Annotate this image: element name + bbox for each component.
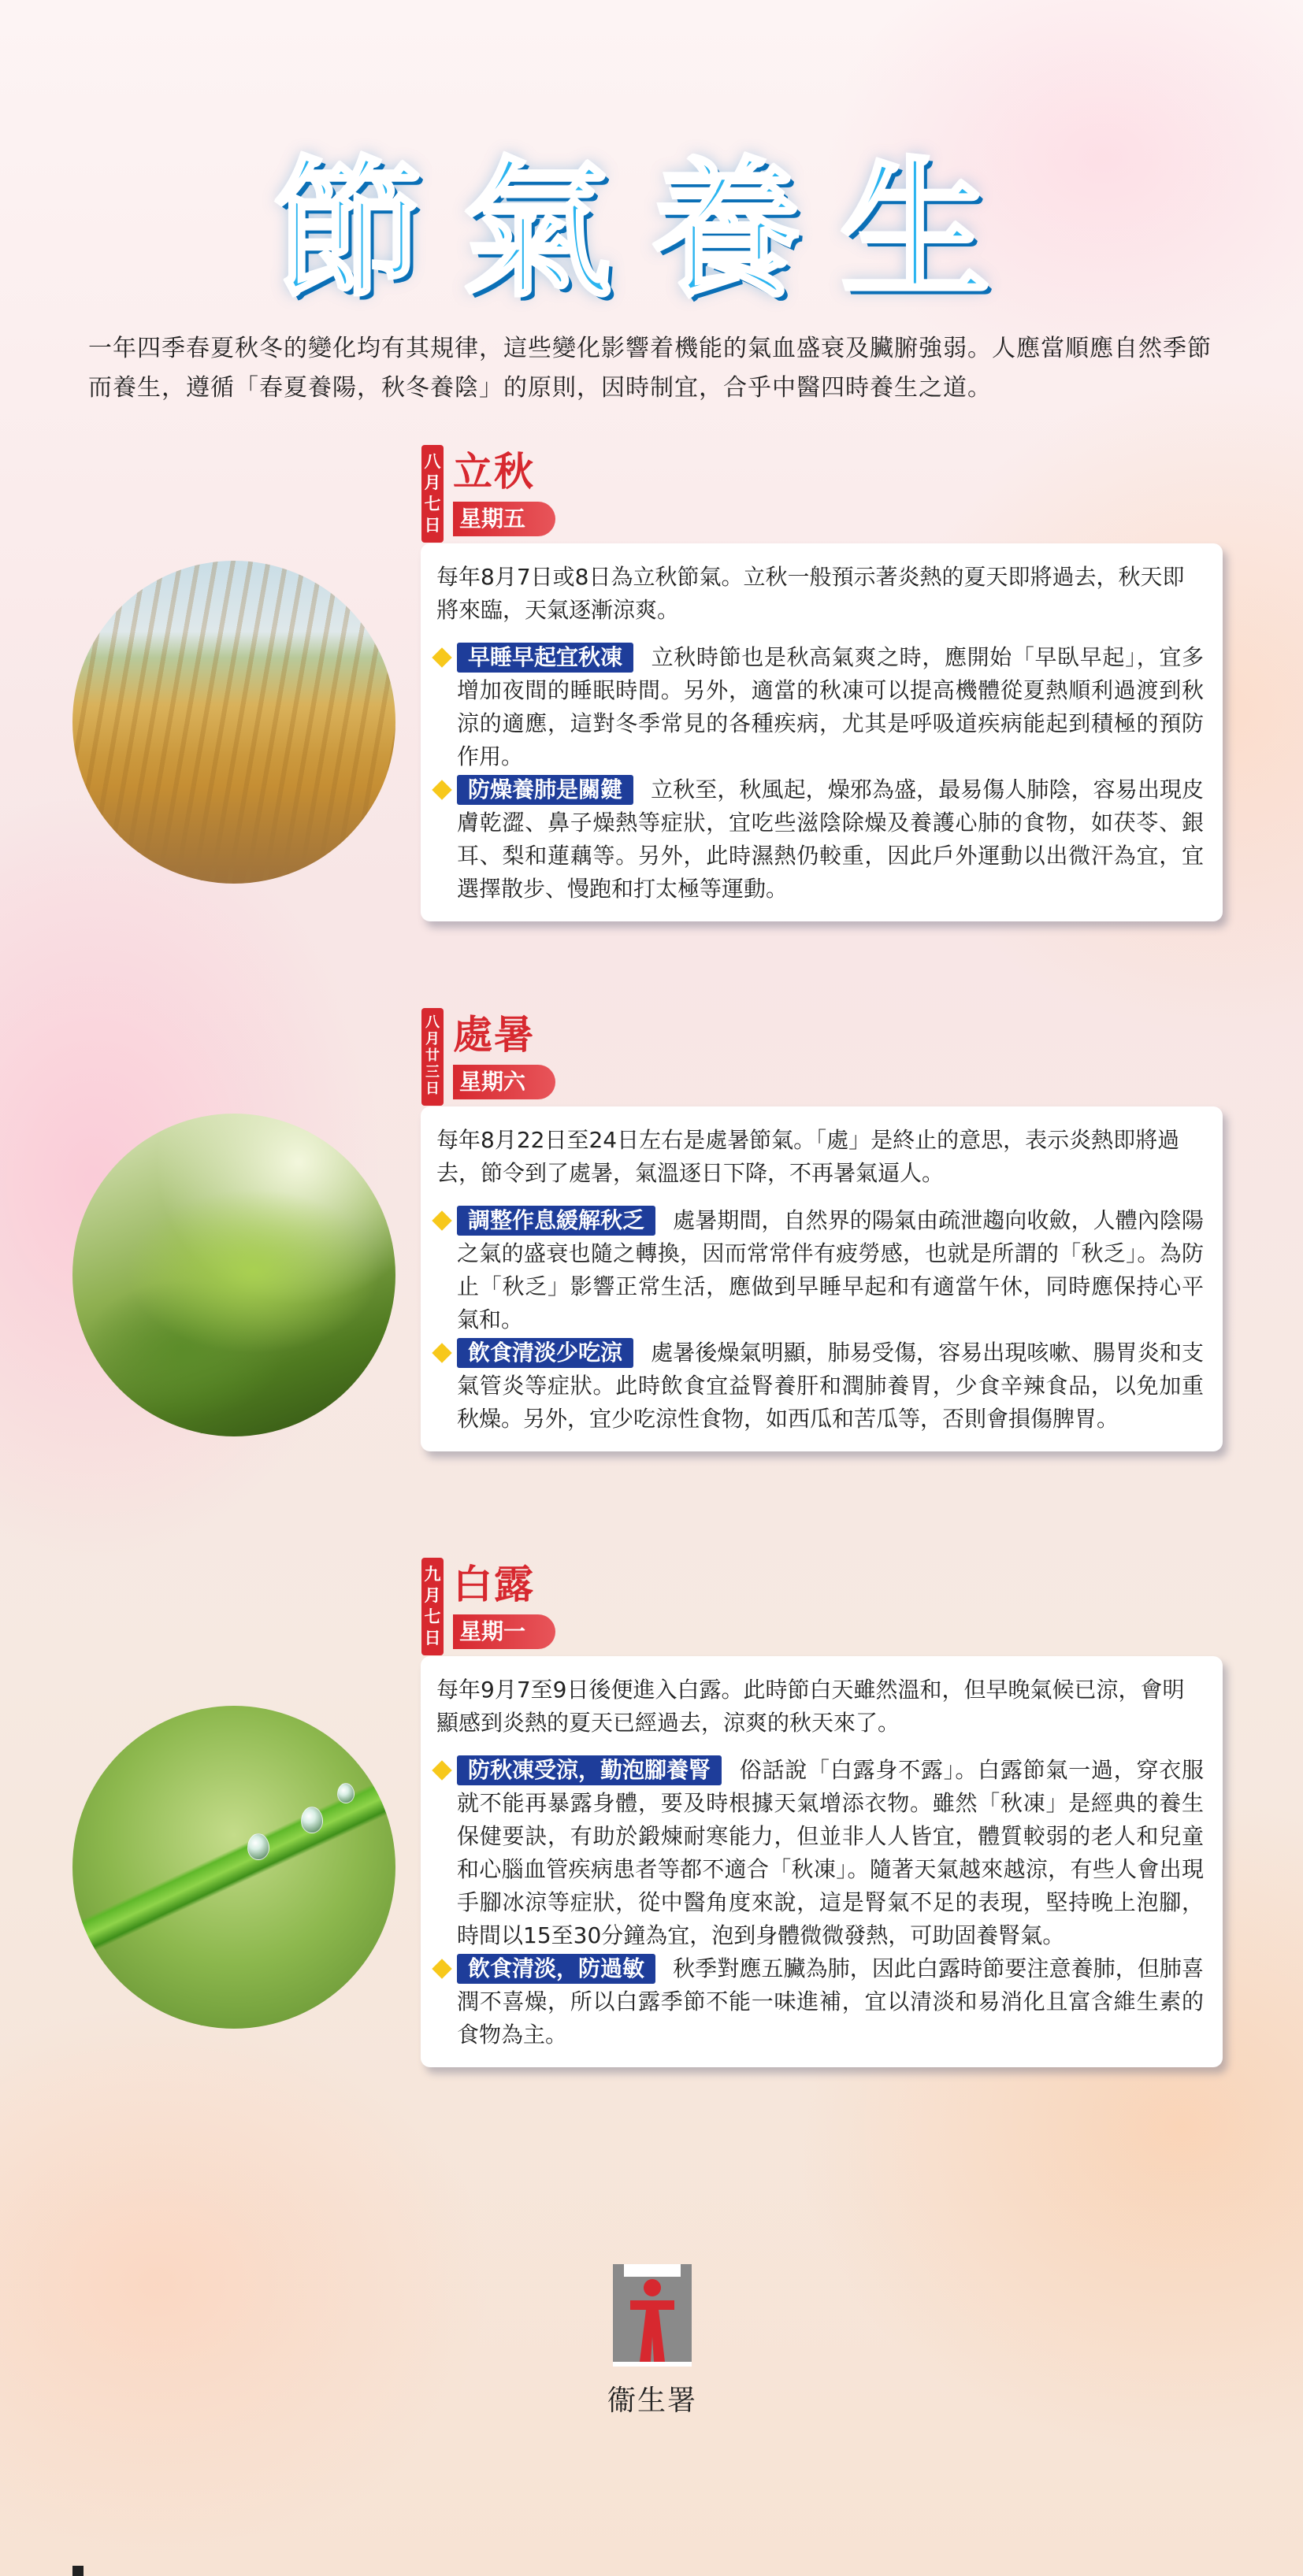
leaf-photo	[72, 1114, 395, 1436]
term-name: 白露	[453, 1562, 535, 1607]
weekday-label: 星期一	[453, 1614, 555, 1649]
tip-heading: 飲食清淡少吃涼	[457, 1338, 633, 1368]
date-tag-1	[421, 445, 548, 547]
tip-item	[436, 773, 1204, 906]
dewdrop	[301, 1807, 323, 1833]
wheat-photo	[72, 561, 395, 884]
tip-heading: 防燥養肺是關鍵	[457, 775, 633, 805]
tip-item	[436, 641, 1204, 773]
term-card-2	[421, 1106, 1223, 1451]
dewdrop-photo	[72, 1706, 395, 2029]
card-lead: 每年8月7日或8日為立秋節氣。立秋一般預示著炎熱的夏天即將過去，秋天即將來臨，天氣逐漸涼爽。	[436, 564, 1185, 623]
date-strip: 八月七日	[421, 445, 444, 543]
tip-heading: 防秋凍受涼，勤泡腳養腎	[457, 1755, 722, 1785]
tip-item	[436, 1754, 1204, 1952]
tip-item	[436, 1336, 1204, 1436]
intro-text: 一年四季春夏秋冬的變化均有其規律，這些變化影響着機能的氣血盛衰及臟腑強弱。人應當順應自然季節而養生，遵循「春夏養陽，秋冬養陰」的原則，因時制宜，合乎中醫四時養生之道。	[88, 335, 1212, 402]
tip-body: 處暑期間，自然界的陽氣由疏泄趨向收斂，人體內陰陽之氣的盛衰也隨之轉換，因而常常伴有疲勞感，也就是所謂的「秋乏」。為防止「秋乏」影響正常生活，應做到早睡早起和有適當午休，同時應保持心平氣和。	[457, 1207, 1204, 1332]
term-name: 立秋	[453, 449, 535, 495]
dewdrop	[337, 1783, 355, 1803]
weekday-label: 星期五	[453, 502, 555, 536]
tip-body: 立秋時節也是秋高氣爽之時，應開始「早臥早起」，宜多增加夜間的睡眠時間。另外，適當的秋凍可以提高機體從夏熱順利過渡到秋涼的適應，這對冬季常見的各種疾病，尤其是呼吸道疾病能起到積極的預防作用。	[457, 644, 1204, 769]
card-lead: 每年9月7至9日後便進入白露。此時節白天雖然溫和，但早晚氣候已涼，會明顯感到炎熱的夏天已經過去，涼爽的秋天來了。	[436, 1677, 1185, 1736]
tip-body: 秋季對應五臟為肺，因此白露時節要注意養肺，但肺喜潤不喜燥，所以白露季節不能一味進補，宜以清淡和易消化且富含維生素的食物為主。	[457, 1955, 1204, 2048]
tip-heading: 早睡早起宜秋凍	[457, 643, 633, 673]
tip-item	[436, 1204, 1204, 1336]
term-card-1	[421, 543, 1223, 921]
page-corner-mark	[72, 2566, 84, 2576]
organization-name: 衞生署	[607, 2385, 697, 2417]
tip-body: 立秋至，秋風起，燥邪為盛，最易傷人肺陰，容易出現皮膚乾澀、鼻子燥熱等症狀，宜吃些滋陰除燥及養護心肺的食物，如茯苓、銀耳、梨和蓮藕等。另外，此時濕熱仍較重，因此戶外運動以出微汗為宜，宜選擇散步、慢跑和打太極等運動。	[457, 777, 1204, 902]
tip-item	[436, 1952, 1204, 2052]
term-card-3	[421, 1656, 1223, 2067]
weekday-label: 星期六	[453, 1065, 555, 1099]
date-strip: 九月七日	[421, 1558, 444, 1655]
date-tag-2	[421, 1008, 548, 1110]
page-title: 節氣養生	[273, 143, 1030, 317]
department-of-health-logo-icon	[613, 2264, 692, 2367]
tip-heading: 調整作息緩解秋乏	[457, 1206, 655, 1236]
tip-heading: 飲食清淡，防過敏	[457, 1954, 655, 1984]
tip-body: 俗話說「白露身不露」。白露節氣一過，穿衣服就不能再暴露身體，要及時根據天氣增添衣物。雖然「秋凍」是經典的養生保健要訣，有助於鍛煉耐寒能力，但並非人人皆宜，體質較弱的老人和兒童和心腦血管疾病患者等都不適合「秋凍」。隨著天氣越來越涼，有些人會出現手腳冰涼等症狀，從中醫角度來說，這是腎氣不足的表現，堅持晚上泡腳，時間以15至30分鐘為宜，泡到身體微微發熱，可助固養腎氣。	[457, 1757, 1204, 1948]
card-lead: 每年8月22日至24日左右是處暑節氣。「處」是終止的意思，表示炎熱即將過去，節令到了處暑，氣溫逐日下降，不再暑氣逼人。	[436, 1127, 1180, 1186]
term-name: 處暑	[453, 1012, 535, 1058]
date-strip: 八月廿三日	[421, 1008, 444, 1106]
tip-body: 處暑後燥氣明顯，肺易受傷，容易出現咳嗽、腸胃炎和支氣管炎等症狀。此時飲食宜益腎養肝和潤肺養胃，少食辛辣食品，以免加重秋燥。另外，宜少吃涼性食物，如西瓜和苦瓜等，否則會損傷脾胃。	[457, 1340, 1204, 1432]
dewdrop	[247, 1833, 269, 1860]
date-tag-3	[421, 1558, 548, 1660]
